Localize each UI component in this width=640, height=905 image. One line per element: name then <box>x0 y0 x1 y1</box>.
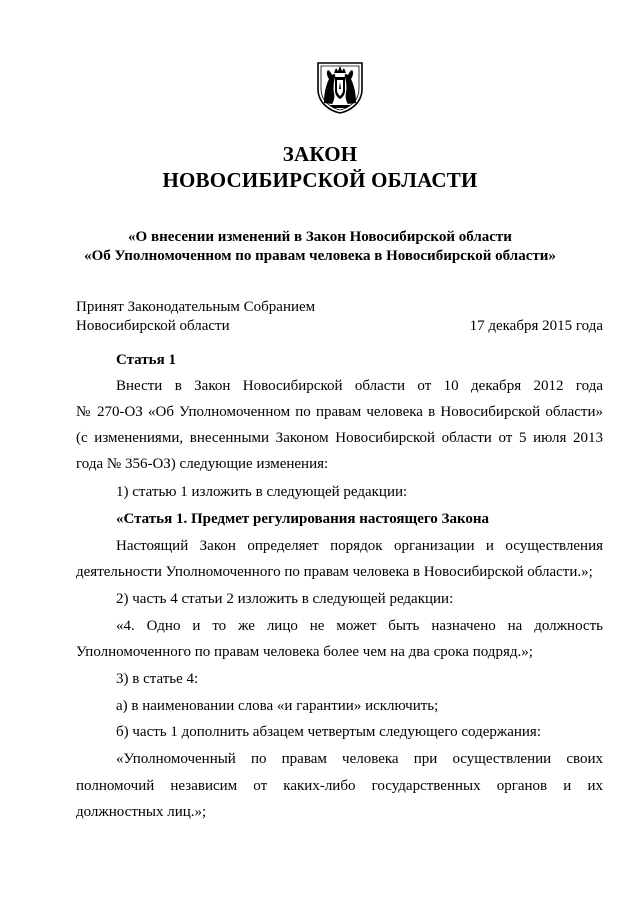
body-line: года № 356-ОЗ) следующие изменения: <box>76 456 329 472</box>
body-line: «Уполномоченный по правам человека при осуществлении своих <box>116 751 603 767</box>
body-line: «4. Одно и то же лицо не может быть назначено на должность <box>116 618 603 634</box>
law-subtitle-line-2: «Об Уполномоченном по правам человека в Новосибирской области» <box>84 248 556 264</box>
law-title-line-1: ЗАКОН <box>282 142 358 166</box>
law-subtitle-line-1: «О внесении изменений в Закон Новосибирской области <box>128 229 512 245</box>
body-line: 2) часть 4 статьи 2 изложить в следующей редакции: <box>116 591 454 607</box>
quoted-article-heading: «Статья 1. Предмет регулирования настоящего Закона <box>116 511 490 527</box>
body-line: полномочий независим от каких-либо государственных органов и их <box>76 778 603 794</box>
body-line: 3) в статье 4: <box>116 671 199 687</box>
law-title-line-2: НОВОСИБИРСКОЙ ОБЛАСТИ <box>162 168 478 192</box>
body-line: № 270-ОЗ «Об Уполномоченном по правам человека в Новосибирской области» <box>76 404 603 420</box>
body-line: Уполномоченного по правам человека более чем на два срока подряд.»; <box>76 644 533 660</box>
body-line: а) в наименовании слова «и гарантии» исключить; <box>116 698 439 714</box>
article-heading: Статья 1 <box>116 352 176 368</box>
body-line: должностных лиц.»; <box>76 804 207 820</box>
body-line: б) часть 1 дополнить абзацем четвертым следующего содержания: <box>116 724 542 740</box>
body-line: Внести в Закон Новосибирской области от 10 декабря 2012 года <box>116 378 603 394</box>
coat-of-arms-icon <box>314 59 366 115</box>
body-line: (с изменениями, внесенными Законом Новосибирской области от 5 июля 2013 <box>76 430 603 446</box>
body-line: Настоящий Закон определяет порядок организации и осуществления <box>116 538 603 554</box>
adoption-body-line-2: Новосибирской области <box>76 318 230 334</box>
body-line: деятельности Уполномоченного по правам человека в Новосибирской области.»; <box>76 564 593 580</box>
adoption-date: 17 декабря 2015 года <box>469 318 603 334</box>
body-line: 1) статью 1 изложить в следующей редакции: <box>116 484 408 500</box>
adoption-body-line-1: Принят Законодательным Собранием <box>76 299 316 315</box>
